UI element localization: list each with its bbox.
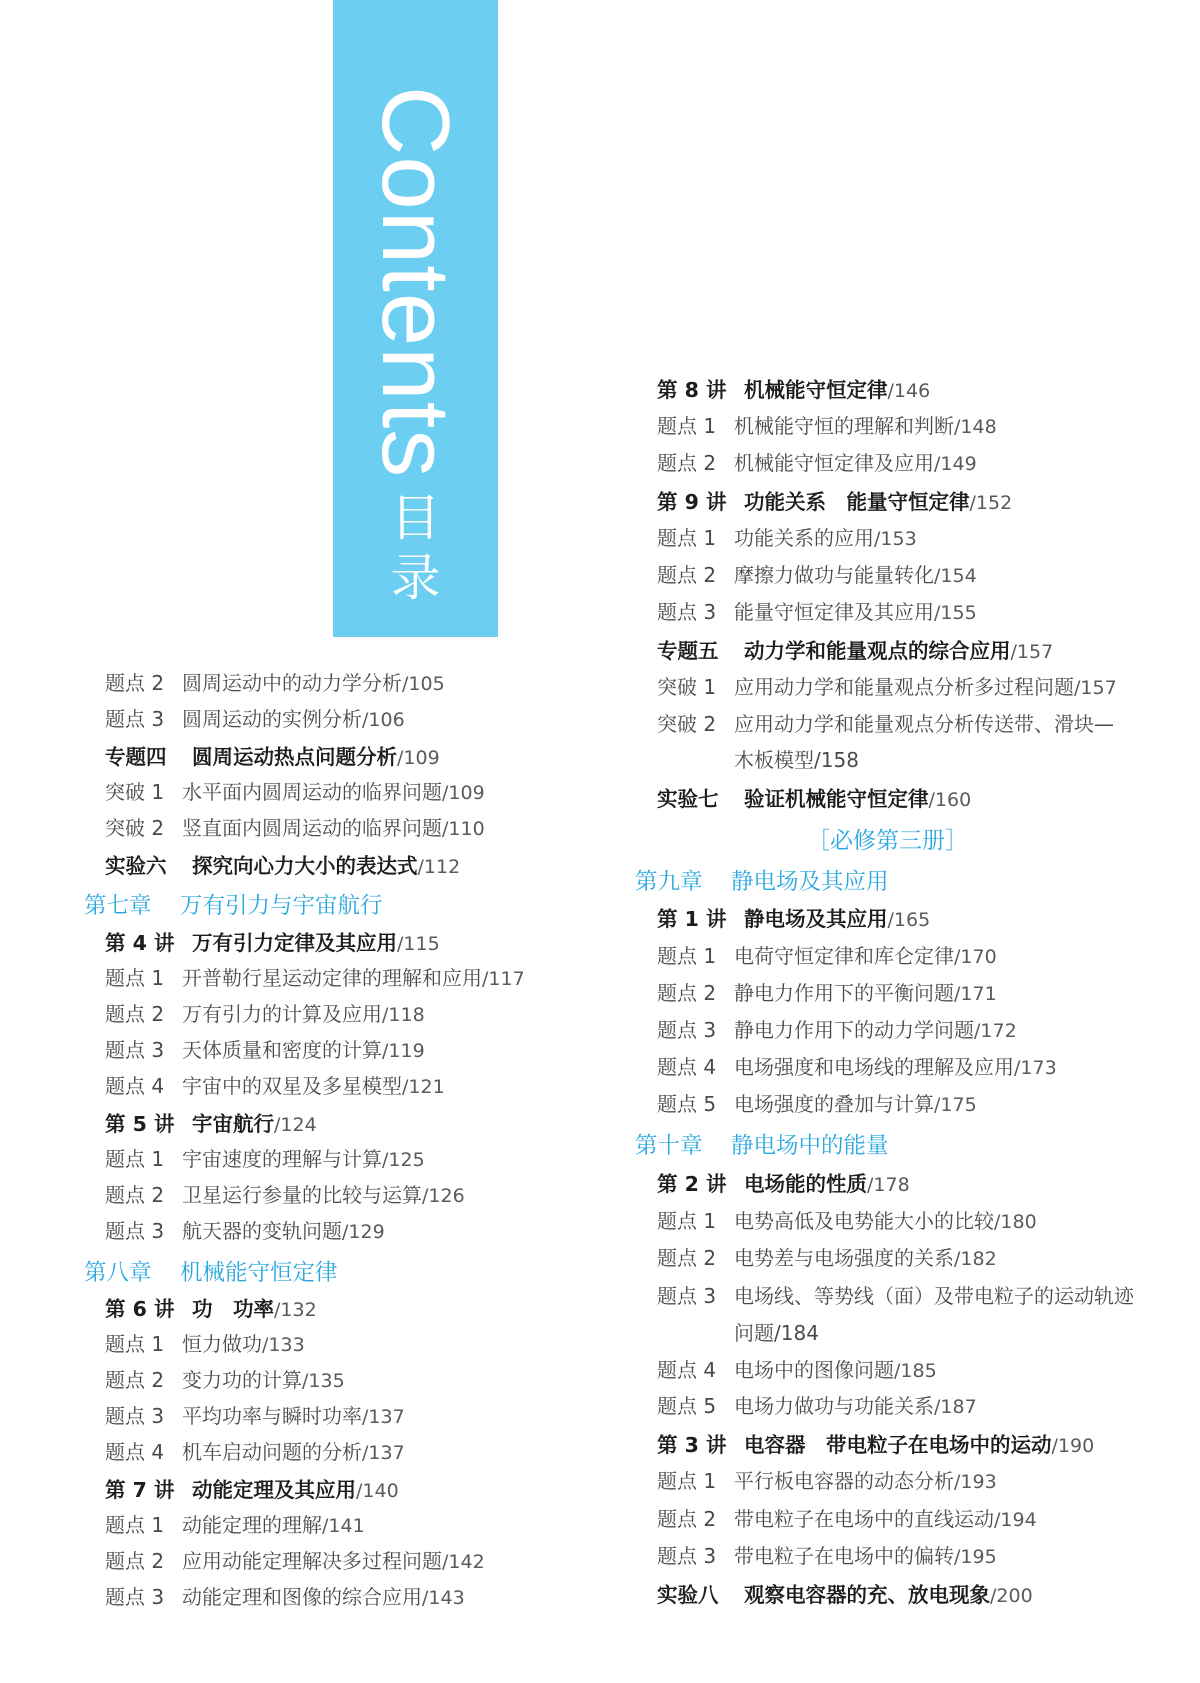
toc-entry-label: 题点 2	[105, 1368, 165, 1392]
banner-title-cjk-char: 录	[390, 549, 441, 607]
toc-entry-label: 专题五	[657, 639, 719, 663]
toc-entry-page: /137	[362, 1442, 405, 1464]
toc-entry-title: 问题	[734, 1321, 774, 1345]
toc-entry-page: /132	[274, 1299, 317, 1321]
toc-entry-page: /129	[342, 1221, 385, 1243]
toc-entry-title: 水平面内圆周运动的临界问题	[182, 780, 442, 804]
toc-chapter-heading[interactable]	[635, 1128, 889, 1160]
toc-entry-title: 静电场中的能量	[731, 1133, 889, 1159]
toc-topic-entry[interactable]	[657, 522, 917, 551]
toc-entry-label: 题点 1	[105, 1147, 165, 1171]
toc-entry-label: 题点 1	[105, 966, 165, 990]
toc-entry-label: 突破 1	[657, 675, 717, 699]
toc-entry-page: /185	[894, 1360, 937, 1382]
toc-entry-label: 题点 1	[657, 944, 717, 968]
toc-lecture-entry[interactable]	[657, 373, 930, 403]
toc-entry-title: 电势高低及电势能大小的比较	[734, 1209, 994, 1233]
toc-entry-page: /124	[274, 1114, 317, 1136]
toc-entry-page: /157	[1074, 677, 1117, 699]
toc-entry-label: 题点 2	[657, 1507, 717, 1531]
toc-entry-title: 宇宙航行	[192, 1112, 274, 1136]
toc-entry-title: 圆周运动热点问题分析	[192, 745, 397, 769]
toc-entry-title: 应用动力学和能量观点分析多过程问题	[734, 675, 1074, 699]
toc-entry-title: 宇宙速度的理解与计算	[182, 1147, 382, 1171]
toc-entry-label: 第十章	[635, 1133, 703, 1159]
toc-entry-label: 第 1 讲	[657, 907, 727, 931]
toc-chapter-heading[interactable]	[635, 864, 889, 896]
toc-entry-page: /180	[994, 1211, 1037, 1233]
toc-entry-page: /200	[990, 1585, 1033, 1607]
toc-entry-title: 变力功的计算	[182, 1368, 302, 1392]
toc-topic-entry[interactable]	[105, 1400, 405, 1429]
toc-volume-heading[interactable]	[807, 822, 968, 855]
toc-topic-entry[interactable]	[657, 1503, 1037, 1532]
toc-entry-title: 验证机械能守恒定律	[744, 787, 929, 811]
toc-lecture-entry[interactable]	[657, 634, 1053, 664]
toc-entry-page: /109	[442, 782, 485, 804]
toc-topic-entry[interactable]	[657, 1465, 997, 1494]
toc-entry-title: 带电粒子在电场中的直线运动	[734, 1507, 994, 1531]
toc-entry-label: 实验八	[657, 1583, 719, 1607]
toc-entry-title: 电场中的图像问题	[734, 1358, 894, 1382]
toc-entry-page: /117	[482, 968, 525, 990]
toc-entry-title: 电荷守恒定律和库仑定律	[734, 944, 954, 968]
toc-entry-title: 木板模型	[734, 748, 814, 772]
toc-entry-label: 第 2 讲	[657, 1172, 727, 1196]
toc-lecture-entry[interactable]	[657, 1167, 910, 1197]
toc-entry-page: /195	[954, 1546, 997, 1568]
toc-lecture-entry[interactable]	[105, 1292, 317, 1322]
toc-lecture-entry[interactable]	[657, 1428, 1094, 1458]
toc-entry-title: 静电力作用下的平衡问题	[734, 981, 954, 1005]
toc-entry-label: 第 9 讲	[657, 490, 727, 514]
toc-topic-entry[interactable]	[657, 671, 1117, 700]
toc-entry-page: /137	[362, 1406, 405, 1428]
toc-chapter-heading[interactable]	[84, 1255, 338, 1287]
toc-entry-label: 题点 2	[105, 671, 165, 695]
toc-entry-page: /105	[402, 673, 445, 695]
toc-entry-title: 平行板电容器的动态分析	[734, 1469, 954, 1493]
toc-entry-page: /194	[994, 1509, 1037, 1531]
contents-banner	[333, 0, 498, 637]
toc-entry-label: 题点 5	[657, 1092, 717, 1116]
toc-entry-page: /146	[887, 380, 931, 402]
toc-entry-page: /109	[397, 747, 440, 769]
toc-entry-page: /149	[934, 453, 977, 475]
toc-topic-entry[interactable]	[657, 1390, 977, 1419]
toc-chapter-heading[interactable]	[84, 888, 383, 920]
toc-entry-title: 功能关系的应用	[734, 526, 874, 550]
toc-lecture-entry[interactable]	[657, 902, 930, 932]
toc-entry-title: 电场强度和电场线的理解及应用	[734, 1055, 1014, 1079]
toc-entry-page: /160	[928, 789, 972, 811]
toc-topic-entry[interactable]	[657, 447, 977, 476]
toc-entry-title: 万有引力的计算及应用	[182, 1002, 382, 1026]
toc-entry-page: /157	[1010, 641, 1054, 663]
toc-entry-page: /119	[382, 1040, 425, 1062]
toc-entry-title: 开普勒行星运动定律的理解和应用	[182, 966, 482, 990]
toc-topic-entry[interactable]	[105, 998, 425, 1027]
toc-topic-entry[interactable]	[105, 1328, 305, 1357]
toc-entry-title: 应用动力学和能量观点分析传送带、滑块—	[734, 712, 1114, 736]
toc-entry-continuation[interactable]	[734, 744, 859, 773]
toc-topic-entry[interactable]	[105, 667, 445, 696]
toc-entry-page: /121	[402, 1076, 445, 1098]
toc-entry-label: 题点 2	[657, 1246, 717, 1270]
toc-entry-page: /173	[1014, 1057, 1057, 1079]
toc-topic-entry[interactable]	[105, 1143, 425, 1172]
toc-entry-title: 电场力做功与功能关系	[734, 1394, 934, 1418]
toc-topic-entry[interactable]	[657, 559, 977, 588]
toc-entry-page: /193	[954, 1471, 997, 1493]
toc-entry-page: /182	[954, 1248, 997, 1270]
toc-entry-title: 万有引力定律及其应用	[192, 931, 397, 955]
toc-lecture-entry[interactable]	[657, 1578, 1033, 1608]
toc-entry-label: 题点 2	[657, 563, 717, 587]
toc-entry-label: 题点 1	[657, 1209, 717, 1233]
toc-entry-title: 电容器 带电粒子在电场中的运动	[744, 1433, 1052, 1457]
toc-entry-label: 题点 1	[657, 414, 717, 438]
toc-entry-label: 题点 3	[657, 1544, 717, 1568]
toc-entry-label: 题点 1	[105, 1332, 165, 1356]
toc-topic-entry[interactable]	[105, 962, 525, 991]
toc-entry-title: 探究向心力大小的表达式	[192, 854, 418, 878]
toc-entry-title: 带电粒子在电场中的偏转	[734, 1544, 954, 1568]
toc-entry-title: 机械能守恒定律	[180, 1260, 338, 1286]
toc-entry-title: 圆周运动中的动力学分析	[182, 671, 402, 695]
toc-entry-label: 题点 5	[657, 1394, 717, 1418]
toc-entry-label: 实验七	[657, 787, 719, 811]
toc-topic-entry[interactable]	[657, 1280, 1134, 1309]
banner-title-cjk-char: 目	[390, 489, 441, 547]
toc-entry-page: /187	[934, 1396, 977, 1418]
toc-entry-page: /190	[1051, 1435, 1095, 1457]
toc-entry-page: /178	[867, 1174, 910, 1196]
toc-entry-title: 静电力作用下的动力学问题	[734, 1018, 974, 1042]
toc-entry-page: /170	[954, 946, 997, 968]
toc-lecture-entry[interactable]	[105, 849, 460, 879]
toc-topic-entry[interactable]	[105, 776, 485, 805]
toc-topic-entry[interactable]	[657, 1205, 1037, 1234]
banner-title-latin: Contents	[362, 86, 469, 479]
toc-entry-label: 题点 3	[657, 600, 717, 624]
toc-entry-title: 电势差与电场强度的关系	[734, 1246, 954, 1270]
toc-entry-page: /142	[442, 1551, 485, 1573]
toc-topic-entry[interactable]	[657, 1354, 937, 1383]
toc-entry-title: 动能定理及其应用	[192, 1478, 356, 1502]
toc-entry-page: /112	[417, 856, 461, 878]
toc-entry-label: 第 5 讲	[105, 1112, 175, 1136]
toc-entry-label: 第 3 讲	[657, 1433, 727, 1457]
toc-entry-page: /126	[422, 1185, 465, 1207]
toc-topic-entry[interactable]	[105, 1545, 485, 1574]
toc-topic-entry[interactable]	[657, 940, 997, 969]
toc-entry-title: 电场线、等势线（面）及带电粒子的运动轨迹	[734, 1284, 1134, 1308]
toc-entry-title: 电场强度的叠加与计算	[734, 1092, 934, 1116]
toc-entry-title: 静电场及其应用	[744, 907, 888, 931]
toc-entry-page: /110	[442, 818, 485, 840]
toc-entry-label: 题点 2	[657, 451, 717, 475]
toc-entry-page: /133	[262, 1334, 305, 1356]
toc-entry-label: 第 8 讲	[657, 378, 727, 402]
toc-entry-page: /171	[954, 983, 997, 1005]
toc-topic-entry[interactable]	[657, 596, 977, 625]
toc-entry-title: 宇宙中的双星及多星模型	[182, 1074, 402, 1098]
toc-topic-entry[interactable]	[657, 1242, 997, 1271]
toc-entry-label: 第八章	[84, 1260, 152, 1286]
toc-topic-entry[interactable]	[105, 1179, 465, 1208]
toc-entry-title: 平均功率与瞬时功率	[182, 1404, 362, 1428]
toc-entry-title: 静电场及其应用	[731, 869, 889, 895]
toc-entry-label: 题点 2	[105, 1549, 165, 1573]
toc-entry-title: 万有引力与宇宙航行	[180, 893, 383, 919]
toc-entry-title: 应用动能定理解决多过程问题	[182, 1549, 442, 1573]
toc-lecture-entry[interactable]	[105, 1107, 317, 1137]
toc-entry-page: /155	[934, 602, 977, 624]
toc-entry-label: 题点 4	[657, 1055, 717, 1079]
toc-entry-label: 突破 1	[105, 780, 165, 804]
toc-topic-entry[interactable]	[105, 1215, 385, 1244]
toc-entry-label: 突破 2	[657, 712, 717, 736]
toc-entry-label: 题点 3	[105, 707, 165, 731]
toc-entry-label: 题点 1	[105, 1513, 165, 1537]
toc-entry-label: 第 6 讲	[105, 1297, 175, 1321]
toc-entry-title: 竖直面内圆周运动的临界问题	[182, 816, 442, 840]
toc-entry-title: ［必修第三册］	[807, 828, 968, 854]
toc-entry-label: 专题四	[105, 745, 167, 769]
toc-entry-label: 第 4 讲	[105, 931, 175, 955]
toc-entry-label: 题点 4	[657, 1358, 717, 1382]
toc-entry-label: 题点 2	[657, 981, 717, 1005]
banner-title-cjk	[333, 488, 498, 608]
toc-topic-entry[interactable]	[105, 1070, 445, 1099]
toc-entry-title: 动能定理和图像的综合应用	[182, 1585, 422, 1609]
toc-entry-label: 题点 3	[657, 1284, 717, 1308]
toc-topic-entry[interactable]	[657, 410, 997, 439]
toc-entry-title: 机械能守恒定律及应用	[734, 451, 934, 475]
toc-lecture-entry[interactable]	[105, 1473, 399, 1503]
toc-entry-continuation[interactable]	[734, 1317, 819, 1346]
toc-entry-page: /115	[397, 933, 440, 955]
toc-entry-label: 第 7 讲	[105, 1478, 175, 1502]
toc-entry-title: 机车启动问题的分析	[182, 1440, 362, 1464]
toc-entry-label: 题点 3	[105, 1219, 165, 1243]
toc-entry-label: 突破 2	[105, 816, 165, 840]
toc-topic-entry[interactable]	[657, 1014, 1017, 1043]
toc-topic-entry[interactable]	[105, 1436, 405, 1465]
toc-entry-label: 题点 3	[105, 1585, 165, 1609]
toc-entry-title: 机械能守恒的理解和判断	[734, 414, 954, 438]
toc-entry-page: /141	[322, 1515, 365, 1537]
toc-topic-entry[interactable]	[657, 1088, 977, 1117]
toc-entry-page: /158	[814, 748, 859, 772]
toc-entry-label: 题点 4	[105, 1074, 165, 1098]
toc-topic-entry[interactable]	[105, 1364, 345, 1393]
toc-topic-entry[interactable]	[105, 703, 405, 732]
toc-topic-entry[interactable]	[105, 812, 485, 841]
toc-entry-label: 题点 4	[105, 1440, 165, 1464]
toc-topic-entry[interactable]	[105, 1581, 465, 1610]
toc-entry-label: 题点 1	[657, 526, 717, 550]
toc-lecture-entry[interactable]	[657, 782, 971, 812]
toc-entry-label: 题点 2	[105, 1002, 165, 1026]
toc-entry-title: 圆周运动的实例分析	[182, 707, 362, 731]
toc-entry-title: 天体质量和密度的计算	[182, 1038, 382, 1062]
toc-lecture-entry[interactable]	[105, 926, 440, 956]
toc-topic-entry[interactable]	[657, 708, 1114, 737]
toc-entry-label: 第九章	[635, 869, 703, 895]
toc-entry-page: /172	[974, 1020, 1017, 1042]
toc-entry-title: 航天器的变轨问题	[182, 1219, 342, 1243]
toc-entry-title: 功能关系 能量守恒定律	[744, 490, 970, 514]
toc-lecture-entry[interactable]	[105, 740, 440, 770]
toc-topic-entry[interactable]	[657, 1540, 997, 1569]
toc-entry-page: /165	[887, 909, 931, 931]
toc-entry-page: /106	[362, 709, 405, 731]
toc-entry-page: /118	[382, 1004, 425, 1026]
toc-topic-entry[interactable]	[657, 1051, 1057, 1080]
toc-entry-title: 机械能守恒定律	[744, 378, 888, 402]
toc-entry-page: /154	[934, 565, 977, 587]
toc-entry-page: /125	[382, 1149, 425, 1171]
toc-entry-title: 能量守恒定律及其应用	[734, 600, 934, 624]
toc-entry-title: 卫星运行参量的比较与运算	[182, 1183, 422, 1207]
toc-entry-label: 实验六	[105, 854, 167, 878]
toc-entry-title: 摩擦力做功与能量转化	[734, 563, 934, 587]
toc-entry-label: 第七章	[84, 893, 152, 919]
toc-lecture-entry[interactable]	[657, 485, 1012, 515]
toc-entry-title: 恒力做功	[182, 1332, 262, 1356]
toc-entry-page: /175	[934, 1094, 977, 1116]
toc-topic-entry[interactable]	[105, 1034, 425, 1063]
toc-entry-label: 题点 1	[657, 1469, 717, 1493]
toc-entry-title: 动力学和能量观点的综合应用	[744, 639, 1011, 663]
toc-entry-label: 题点 2	[105, 1183, 165, 1207]
toc-entry-label: 题点 3	[105, 1038, 165, 1062]
toc-entry-title: 电场能的性质	[744, 1172, 867, 1196]
toc-entry-page: /152	[969, 492, 1013, 514]
toc-entry-page: /153	[874, 528, 917, 550]
toc-topic-entry[interactable]	[105, 1509, 365, 1538]
toc-entry-label: 题点 3	[105, 1404, 165, 1428]
toc-entry-page: /135	[302, 1370, 345, 1392]
toc-topic-entry[interactable]	[657, 977, 997, 1006]
toc-entry-label: 题点 3	[657, 1018, 717, 1042]
toc-entry-page: /184	[774, 1321, 819, 1345]
toc-entry-page: /143	[422, 1587, 465, 1609]
toc-entry-page: /148	[954, 416, 997, 438]
toc-entry-title: 功 功率	[192, 1297, 274, 1321]
toc-entry-title: 动能定理的理解	[182, 1513, 322, 1537]
toc-entry-page: /140	[356, 1480, 399, 1502]
toc-entry-title: 观察电容器的充、放电现象	[744, 1583, 990, 1607]
